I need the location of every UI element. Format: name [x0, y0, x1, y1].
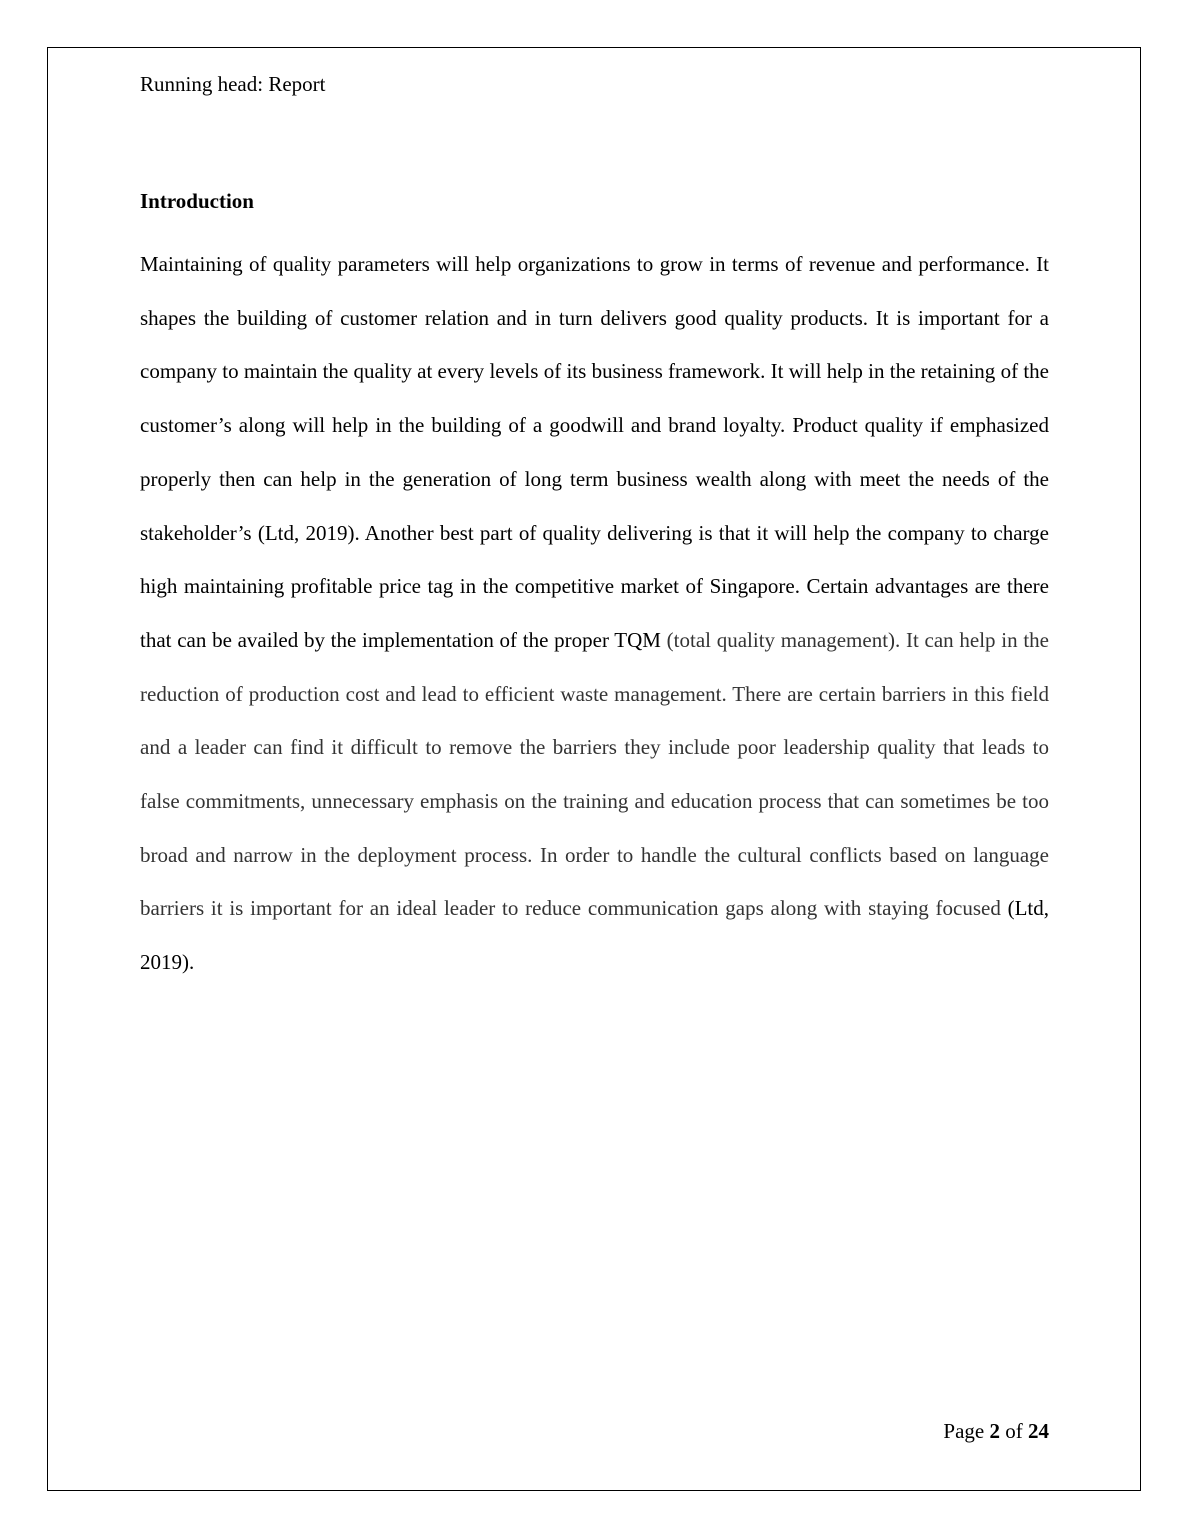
page-of: of — [1000, 1419, 1028, 1443]
paragraph-citation: (Ltd, 2019). — [140, 896, 1049, 975]
page-footer — [943, 1417, 1049, 1445]
introduction-paragraph — [140, 238, 1049, 990]
page-total: 24 — [1028, 1419, 1049, 1443]
page-number: 2 — [989, 1419, 1000, 1443]
paragraph-segment-2: (total quality management). It can help in the reduction of production cost and lead to efficient waste management. There are certain barriers in this field and a leader can find it difficult to remove the barriers they include poor leadership quality that leads to false commitments, unnecessary emphasis on the training and education process that can sometimes be too broad and narrow in the deployment process. In order to handle the cultural conflicts based on language barriers it is important for an ideal leader to reduce communication gaps along with staying focused — [140, 627, 1049, 921]
running-head: Running head: Report — [140, 72, 326, 96]
page-prefix: Page — [943, 1419, 990, 1443]
paragraph-segment-1: Maintaining of quality parameters will help organizations to grow in terms of revenue and performance. It shapes the building of customer relation and in turn delivers good quality products. It is important for a company to maintain the quality at every levels of its business framework. It will help in the retaining of the customer’s along will help in the building of a goodwill and brand loyalty. Product quality if emphasized properly then can help in the generation of long term business wealth along with meet the needs of the stakeholder’s (Ltd, 2019). Another best part of quality delivering is that it will help the company to charge high maintaining profitable price tag in the competitive market of Singapore. Certain advantages are there that can be availed by the implementation of the proper TQM — [140, 252, 1049, 652]
section-heading: Introduction — [140, 189, 254, 213]
